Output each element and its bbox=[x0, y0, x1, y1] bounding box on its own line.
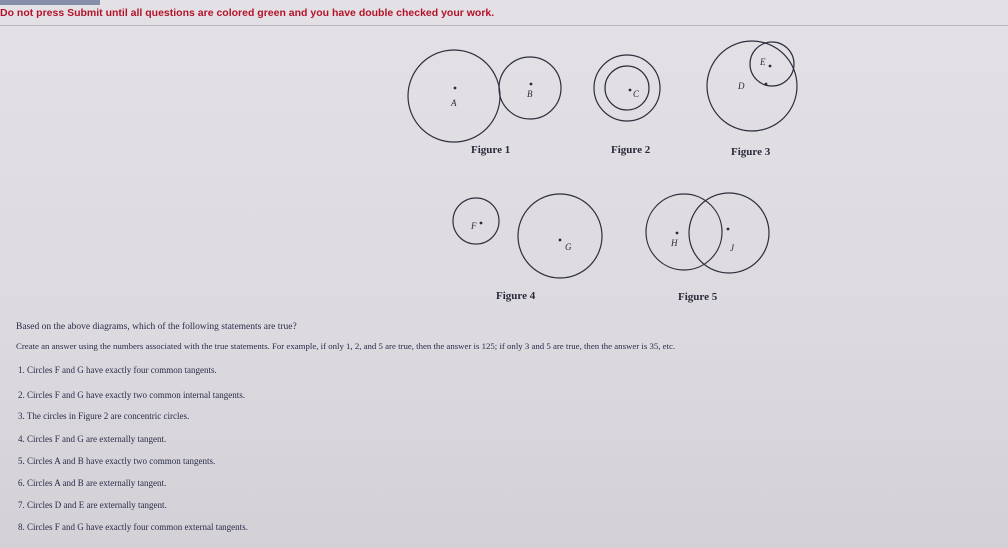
question-instructions: Create an answer using the numbers associated with the true statements. For example, if only 1, 2, and 5 are true, then the answer is 125; if only 3 and 5 are true, then the answer is 35, etc. bbox=[16, 341, 676, 351]
question-prompt: Based on the above diagrams, which of the following statements are true? bbox=[16, 322, 297, 332]
point-e bbox=[769, 65, 772, 68]
circle-g bbox=[518, 194, 602, 278]
statement-6: 6. Circles A and B are externally tangent. bbox=[18, 478, 167, 488]
circle-h bbox=[646, 194, 722, 270]
label-b: B bbox=[527, 89, 533, 99]
figure-3-label: Figure 3 bbox=[731, 146, 771, 158]
circle-c-inner bbox=[605, 66, 649, 110]
figure-4-label: Figure 4 bbox=[496, 290, 536, 302]
label-c: C bbox=[633, 89, 640, 99]
label-g: G bbox=[565, 242, 572, 252]
label-j: J bbox=[730, 243, 734, 253]
circle-c-outer bbox=[594, 55, 660, 121]
statement-8: 8. Circles F and G have exactly four common external tangents. bbox=[18, 522, 248, 532]
label-h: H bbox=[671, 238, 678, 248]
label-f: F bbox=[471, 221, 477, 231]
figure-5-label: Figure 5 bbox=[678, 291, 718, 303]
statement-1: 1. Circles F and G have exactly four common tangents. bbox=[18, 365, 217, 375]
point-f bbox=[480, 222, 483, 225]
point-d bbox=[765, 83, 768, 86]
point-j bbox=[727, 228, 730, 231]
statement-4: 4. Circles F and G are externally tangent. bbox=[18, 434, 167, 444]
circle-e bbox=[750, 42, 794, 86]
circle-j bbox=[689, 193, 769, 273]
label-d: D bbox=[738, 81, 745, 91]
circle-b bbox=[499, 57, 561, 119]
point-a bbox=[454, 87, 457, 90]
point-g bbox=[559, 239, 562, 242]
statement-7: 7. Circles D and E are externally tangent. bbox=[18, 500, 167, 510]
submit-warning: Do not press Submit until all questions are colored green and you have double checked your work. bbox=[0, 7, 495, 19]
statement-2: 2. Circles F and G have exactly two common internal tangents. bbox=[18, 390, 245, 400]
point-c bbox=[629, 89, 632, 92]
statement-5: 5. Circles A and B have exactly two common tangents. bbox=[18, 456, 216, 466]
figure-2-label: Figure 2 bbox=[611, 144, 651, 156]
circle-a bbox=[408, 50, 500, 142]
label-a: A bbox=[451, 98, 457, 108]
figure-1-label: Figure 1 bbox=[471, 144, 511, 156]
point-b bbox=[530, 83, 533, 86]
label-e: E bbox=[760, 57, 766, 67]
statement-3: 3. The circles in Figure 2 are concentric circles. bbox=[18, 411, 190, 421]
point-h bbox=[676, 232, 679, 235]
